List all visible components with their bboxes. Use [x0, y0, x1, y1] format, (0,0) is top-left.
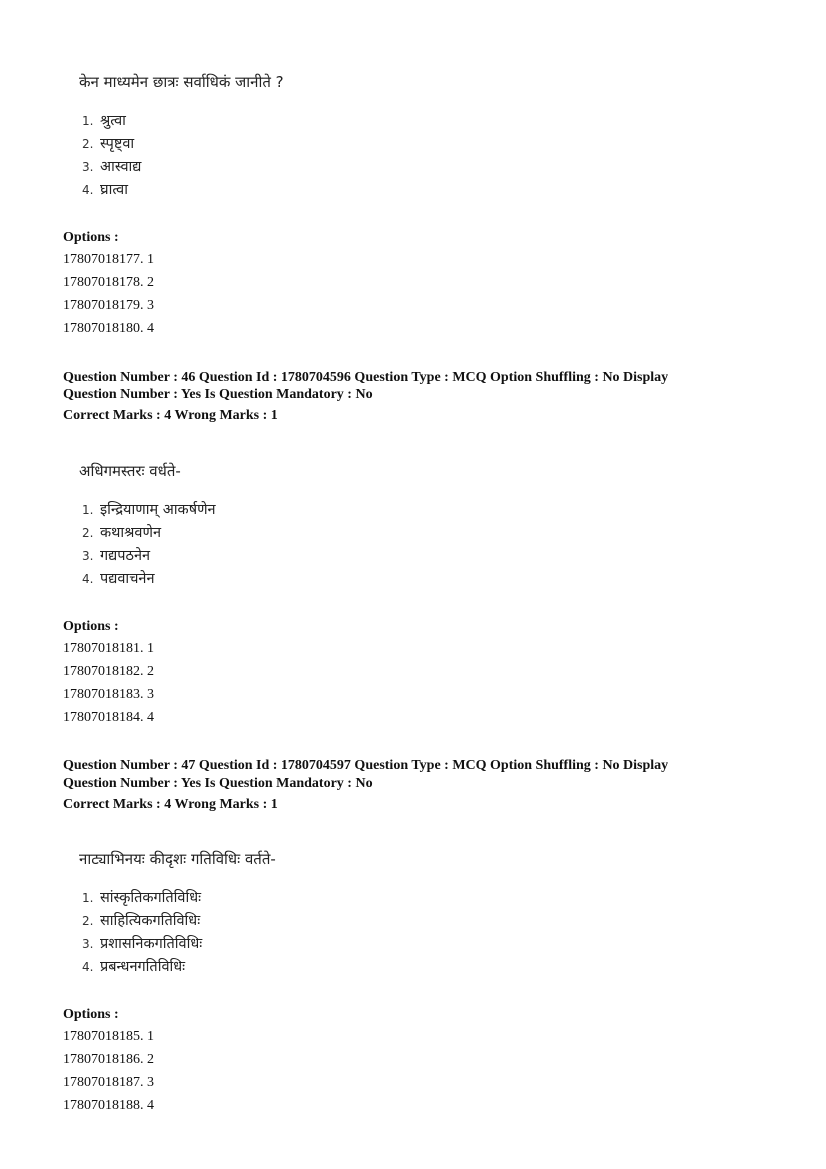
choice-item	[82, 887, 201, 907]
choice-number: 1.	[82, 503, 94, 517]
option-line: 17807018185. 1	[63, 1029, 154, 1044]
option-line: 17807018180. 4	[63, 321, 154, 336]
option-line: 17807018187. 3	[63, 1075, 154, 1090]
choice-text: पद्यवाचनेन	[100, 571, 155, 587]
choice-number: 4.	[82, 960, 94, 974]
question-marks: Correct Marks : 4 Wrong Marks : 1	[63, 797, 278, 812]
choice-item	[82, 522, 161, 542]
choice-item	[82, 956, 185, 976]
question-text: केन माध्यमेन छात्रः सर्वाधिकं जानीते ?	[79, 73, 284, 91]
choice-text: इन्द्रियाणाम् आकर्षणेन	[100, 502, 216, 518]
option-line: 17807018186. 2	[63, 1052, 154, 1067]
question-header: Question Number : 46 Question Id : 1780704596 Question Type : MCQ Option Shuffling : No Display	[63, 370, 669, 385]
choice-text: आस्वाद्य	[100, 159, 142, 175]
option-line: 17807018177. 1	[63, 252, 154, 267]
choice-item	[82, 545, 150, 565]
option-line: 17807018178. 2	[63, 275, 154, 290]
choice-number: 3.	[82, 549, 94, 563]
choice-item	[82, 179, 128, 199]
choice-text: स्पृष्ट्वा	[100, 136, 135, 152]
choice-text: प्रशासनिकगतिविधिः	[100, 936, 203, 952]
choice-number: 1.	[82, 891, 94, 905]
choice-item	[82, 499, 216, 519]
choice-item	[82, 110, 126, 130]
choice-item	[82, 933, 202, 953]
option-line: 17807018182. 2	[63, 664, 154, 679]
question-text: अधिगमस्तरः वर्धते-	[79, 462, 181, 480]
option-line: 17807018181. 1	[63, 641, 154, 656]
option-line: 17807018184. 4	[63, 710, 154, 725]
choice-text: श्रुत्वा	[100, 113, 126, 129]
choice-number: 1.	[82, 114, 94, 128]
question-text: नाट्याभिनयः कीदृशः गतिविधिः वर्तते-	[79, 850, 276, 868]
question-marks: Correct Marks : 4 Wrong Marks : 1	[63, 408, 278, 423]
choice-number: 3.	[82, 937, 94, 951]
choice-number: 2.	[82, 137, 94, 151]
question-header: Question Number : Yes Is Question Mandatory : No	[63, 387, 373, 402]
choice-text: सांस्कृतिकगतिविधिः	[100, 890, 202, 906]
choice-item	[82, 133, 134, 153]
choice-text: प्रबन्धनगतिविधिः	[100, 959, 186, 975]
choice-number: 3.	[82, 160, 94, 174]
choice-text: घ्रात्वा	[100, 182, 128, 198]
option-line: 17807018188. 4	[63, 1098, 154, 1113]
choice-number: 4.	[82, 183, 94, 197]
option-line: 17807018183. 3	[63, 687, 154, 702]
choice-text: गद्यपठनेन	[100, 548, 151, 564]
choice-text: साहित्यिकगतिविधिः	[100, 913, 201, 929]
choice-text: कथाश्रवणेन	[100, 525, 162, 541]
question-header: Question Number : 47 Question Id : 1780704597 Question Type : MCQ Option Shuffling : No Display	[63, 758, 669, 773]
choice-number: 4.	[82, 572, 94, 586]
options-label: Options :	[63, 619, 119, 634]
choice-item	[82, 156, 141, 176]
choice-item	[82, 910, 200, 930]
option-line: 17807018179. 3	[63, 298, 154, 313]
question-header: Question Number : Yes Is Question Mandatory : No	[63, 776, 373, 791]
choice-item	[82, 568, 155, 588]
options-label: Options :	[63, 230, 119, 245]
choice-number: 2.	[82, 526, 94, 540]
choice-number: 2.	[82, 914, 94, 928]
options-label: Options :	[63, 1007, 119, 1022]
